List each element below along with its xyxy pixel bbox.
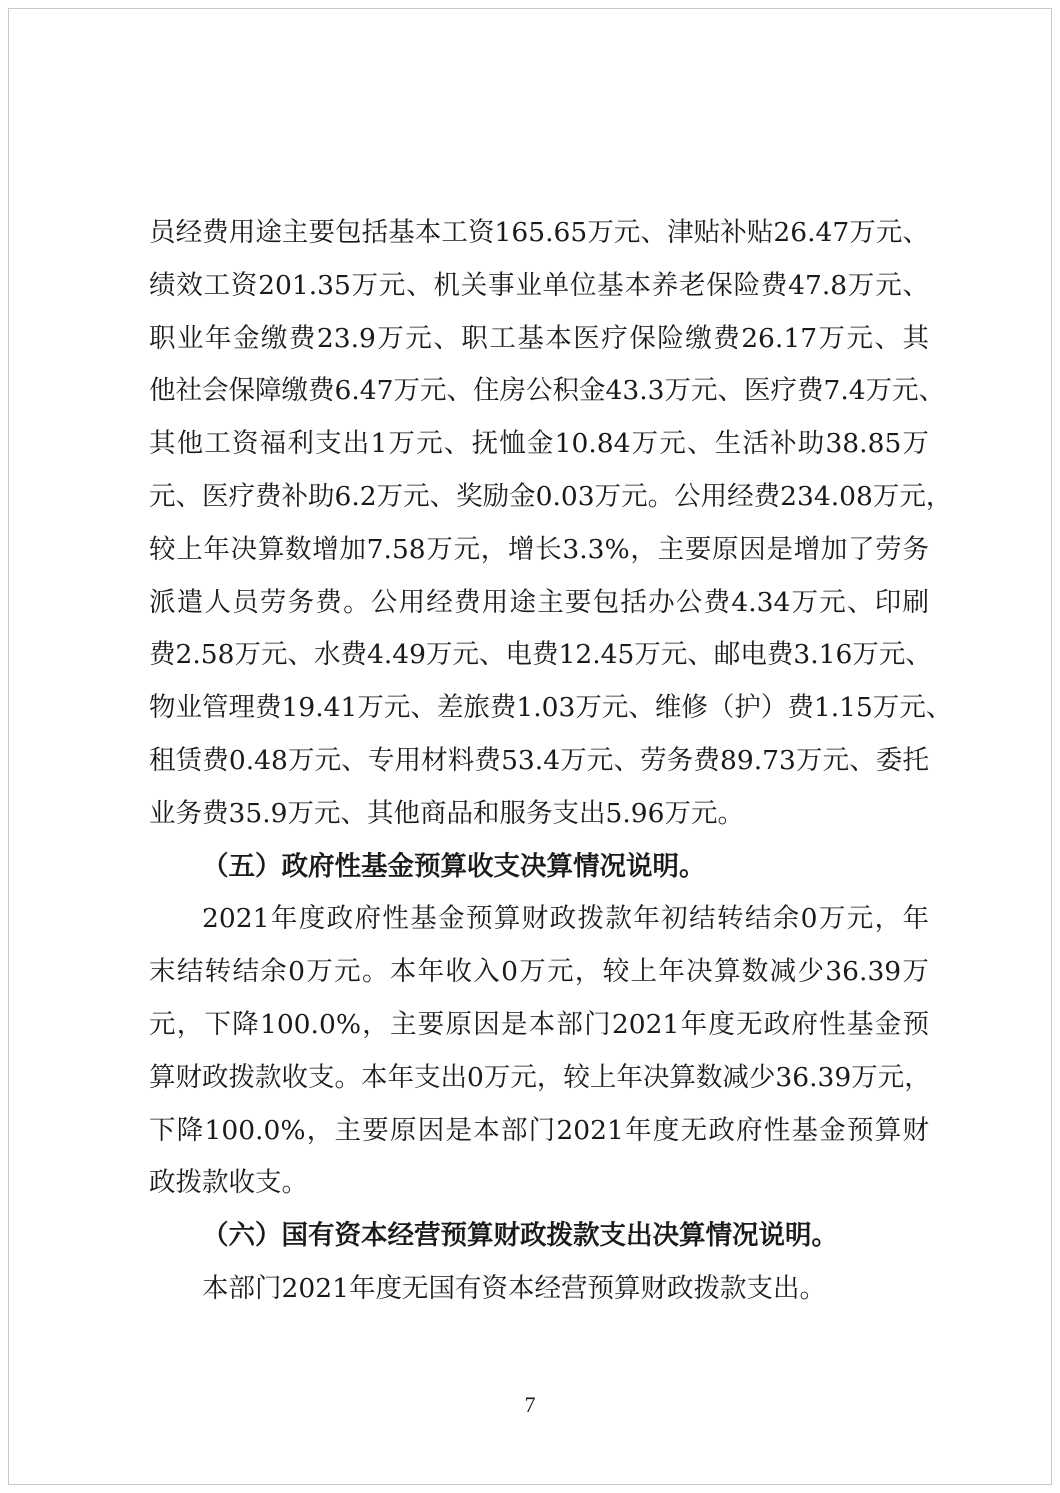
section-heading: （五）政府性基金预算收支决算情况说明。 xyxy=(202,850,706,882)
text-line: 派遣人员劳务费。公用经费用途主要包括办公费4.34万元、印刷 xyxy=(149,586,929,618)
text-line: 他社会保障缴费6.47万元、住房公积金43.3万元、医疗费7.4万元、 xyxy=(149,375,946,407)
text-line: 政拨款收支。 xyxy=(149,1167,308,1199)
text-line: 较上年决算数增加7.58万元，增长3.3%，主要原因是增加了劳务 xyxy=(149,533,929,565)
section-heading: （六）国有资本经营预算财政拨款支出决算情况说明。 xyxy=(202,1220,838,1252)
text-line: 2021年度政府性基金预算财政拨款年初结转结余0万元，年 xyxy=(202,903,929,935)
text-line: 业务费35.9万元、其他商品和服务支出5.96万元。 xyxy=(149,797,745,829)
text-line: 下降100.0%，主要原因是本部门2021年度无政府性基金预算财 xyxy=(149,1114,929,1146)
text-line: 末结转结余0万元。本年收入0万元，较上年决算数减少36.39万 xyxy=(149,956,929,988)
text-line: 绩效工资201.35万元、机关事业单位基本养老保险费47.8万元、 xyxy=(149,269,929,301)
text-line: 元、医疗费补助6.2万元、奖励金0.03万元。公用经费234.08万元， xyxy=(149,480,953,512)
document-page xyxy=(8,8,1052,1485)
page-body xyxy=(149,207,953,1316)
text-line: 其他工资福利支出1万元、抚恤金10.84万元、生活补助38.85万 xyxy=(149,428,929,460)
text-line: 职业年金缴费23.9万元、职工基本医疗保险缴费26.17万元、其 xyxy=(149,322,929,354)
page-number: 7 xyxy=(524,1392,536,1417)
text-line: 员经费用途主要包括基本工资165.65万元、津贴补贴26.47万元、 xyxy=(149,217,929,248)
text-line: 费2.58万元、水费4.49万元、电费12.45万元、邮电费3.16万元、 xyxy=(149,639,932,671)
text-line: 算财政拨款收支。本年支出0万元，较上年决算数减少36.39万元， xyxy=(149,1061,931,1093)
text-line: 物业管理费19.41万元、差旅费1.03万元、维修（护）费1.15万元、 xyxy=(149,692,953,724)
text-line: 租赁费0.48万元、专用材料费53.4万元、劳务费89.73万元、委托 xyxy=(149,744,929,776)
text-line: 元，下降100.0%，主要原因是本部门2021年度无政府性基金预 xyxy=(149,1008,929,1040)
text-line: 本部门2021年度无国有资本经营预算财政拨款支出。 xyxy=(202,1272,826,1304)
